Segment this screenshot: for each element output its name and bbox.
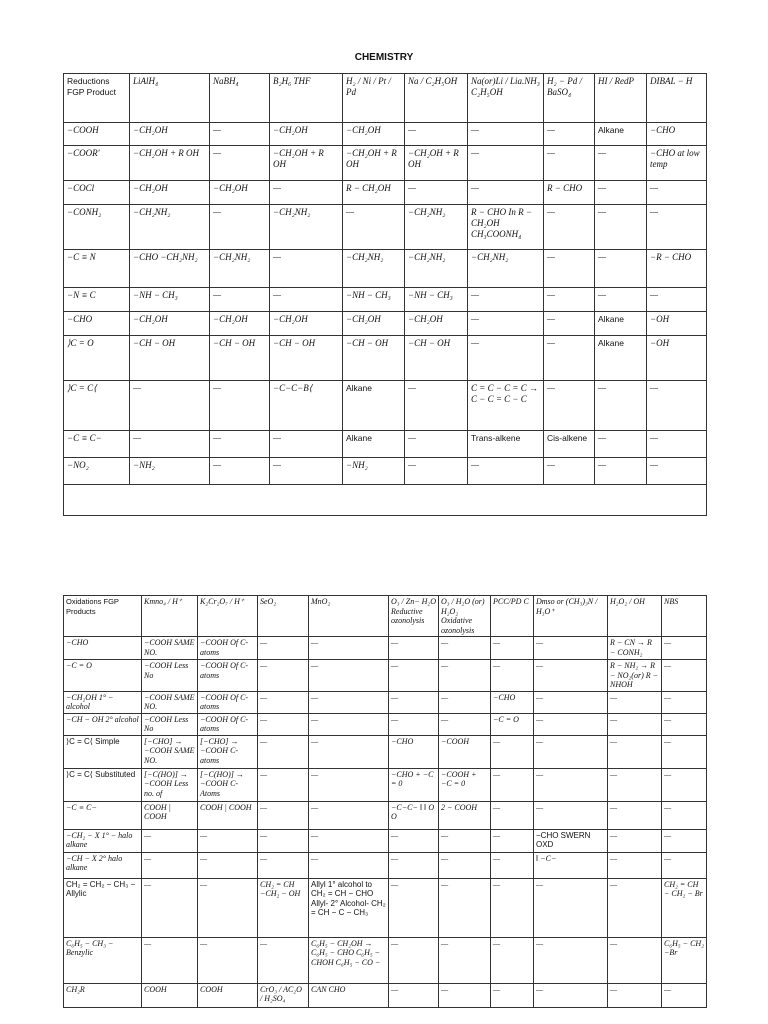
table-cell: — — [491, 801, 534, 829]
table-cell: −COOH SAME NO. — [142, 691, 198, 713]
table-cell: — — [534, 937, 608, 983]
table-cell: — — [258, 852, 309, 878]
row-label-cell: −C ≡ C− — [64, 431, 130, 458]
table-cell: — — [343, 205, 405, 250]
table-cell: −CHO at low temp — [647, 146, 707, 181]
table-cell: C₆H₅ − CH₂ −Br — [662, 937, 707, 983]
table-cell: — — [647, 181, 707, 205]
table-cell: −CH₂NH₂ — [130, 205, 210, 250]
row-label-cell: −CH − X 2° halo alkane — [64, 852, 142, 878]
table-cell: −CH₂OH — [130, 312, 210, 336]
table-cell: — — [439, 660, 491, 692]
table-cell: — — [662, 637, 707, 660]
table-row — [64, 801, 707, 829]
table-cell: — — [389, 637, 439, 660]
table-cell: — — [468, 146, 544, 181]
row-label-cell: −C ≡ N — [64, 250, 130, 288]
table-cell: — — [309, 852, 389, 878]
table-cell: — — [544, 312, 595, 336]
table-cell: −CH₂OH — [130, 181, 210, 205]
table-cell: — — [491, 983, 534, 1007]
table-cell: — — [270, 250, 343, 288]
table-cell: — — [534, 768, 608, 801]
table-cell: — — [198, 937, 258, 983]
table-cell: — — [142, 829, 198, 852]
table-cell: — — [608, 937, 662, 983]
table-cell: −COOH + −C = 0 — [439, 768, 491, 801]
header-cell: Oxidations FGP Products — [64, 596, 142, 637]
table-cell: — — [439, 852, 491, 878]
table-cell: Alkane — [343, 381, 405, 431]
table-cell: — — [468, 312, 544, 336]
table-cell: −NH − CH₃ — [405, 288, 468, 312]
table-cell: — — [608, 691, 662, 713]
table-cell: — — [595, 250, 647, 288]
table-cell: Cis-alkene — [544, 431, 595, 458]
table-cell: — — [608, 768, 662, 801]
page-title: CHEMISTRY — [354, 52, 414, 63]
table-cell: — — [405, 458, 468, 485]
table-cell: — — [608, 735, 662, 768]
table-cell: — — [534, 691, 608, 713]
table-row — [64, 637, 707, 660]
row-label-cell: CH₂R — [64, 983, 142, 1007]
table-row — [64, 878, 707, 937]
table-cell: — — [491, 768, 534, 801]
table-row — [64, 146, 707, 181]
table-cell: — — [142, 937, 198, 983]
table-cell: — — [198, 878, 258, 937]
table-cell: — — [662, 691, 707, 713]
table-cell: — — [405, 381, 468, 431]
table-cell: — — [270, 181, 343, 205]
table-cell: 2 − COOH — [439, 801, 491, 829]
table-cell: — — [389, 829, 439, 852]
table-cell: −CH₂OH + R OH — [405, 146, 468, 181]
table-cell: — — [595, 458, 647, 485]
table-cell: — — [544, 146, 595, 181]
table-row — [64, 852, 707, 878]
row-label-cell: −COCl — [64, 181, 130, 205]
table-cell: — — [491, 637, 534, 660]
table-cell: −OH — [647, 312, 707, 336]
row-label-cell: −COOR' — [64, 146, 130, 181]
table-cell: — — [258, 660, 309, 692]
header-cell: LiAlH₄ — [130, 74, 210, 123]
table-cell: — — [258, 735, 309, 768]
header-cell: H₂ − Pd / BaSO₄ — [544, 74, 595, 123]
header-cell: HI / RedP — [595, 74, 647, 123]
row-label-cell: ⟩C = C⟨ Simple — [64, 735, 142, 768]
table-cell: — — [662, 660, 707, 692]
row-label-cell: CH₂ = CH₂ − CH₃ − Allylic — [64, 878, 142, 937]
table-cell: −COOH Less No — [142, 660, 198, 692]
header-cell: K₂Cr₂O₇ / H⁺ — [198, 596, 258, 637]
header-cell: MnO₂ — [309, 596, 389, 637]
table-cell: — — [258, 801, 309, 829]
table-cell: −NH₂ — [343, 458, 405, 485]
table-cell: — — [662, 768, 707, 801]
table-row — [64, 829, 707, 852]
table-cell: −COOH Of C-atoms — [198, 660, 258, 692]
table-cell: — — [258, 829, 309, 852]
table-cell: −CHO — [389, 735, 439, 768]
table-cell: — — [662, 829, 707, 852]
table-cell: — — [544, 288, 595, 312]
table-row — [64, 250, 707, 288]
table-cell: — — [544, 205, 595, 250]
table-cell: −CHO — [647, 123, 707, 146]
table-cell: −C−C− ‖ ‖ O O — [389, 801, 439, 829]
table-cell: −R − CHO — [647, 250, 707, 288]
table-cell: — — [389, 713, 439, 735]
table-cell: — — [544, 336, 595, 381]
table-cell: — — [544, 458, 595, 485]
table-cell: — — [647, 288, 707, 312]
table-cell: −CH₂OH — [343, 123, 405, 146]
table-cell: −COOH — [439, 735, 491, 768]
table-cell: Alkane — [595, 123, 647, 146]
table-cell: — — [405, 181, 468, 205]
table-cell: — — [662, 983, 707, 1007]
table-cell: −CHO — [491, 691, 534, 713]
table-cell: — — [595, 146, 647, 181]
table-cell: — — [439, 829, 491, 852]
table-cell: — — [258, 691, 309, 713]
table-row — [64, 381, 707, 431]
table-cell: R − NH₂ → R − NO₂(or) R − NHOH — [608, 660, 662, 692]
table-cell: R − CHO In R − CH₂OH CH₃COONH₄ — [468, 205, 544, 250]
table-cell: −C−C−B⟨ — [270, 381, 343, 431]
table-cell: −NH₂ — [130, 458, 210, 485]
header-row — [64, 596, 707, 637]
table-cell: −CH₂OH — [343, 312, 405, 336]
row-label-cell: −CHO — [64, 637, 142, 660]
table-row — [64, 660, 707, 692]
table-cell: — — [210, 123, 270, 146]
header-cell: DIBAL − H — [647, 74, 707, 123]
table-cell: — — [468, 458, 544, 485]
table-cell: R − CH₂OH — [343, 181, 405, 205]
table-cell: COOH — [142, 983, 198, 1007]
table-cell: −CH₂OH — [405, 312, 468, 336]
table-cell: — — [439, 878, 491, 937]
table-cell: −CH − OH — [270, 336, 343, 381]
table-cell: — — [647, 431, 707, 458]
table-row — [64, 458, 707, 485]
table-cell: Alkane — [595, 336, 647, 381]
table-cell: — — [534, 713, 608, 735]
table-cell: — — [270, 288, 343, 312]
row-label-cell: ⟩C = C⟨ — [64, 381, 130, 431]
table-cell: −CH₂NH₂ — [343, 250, 405, 288]
header-cell: Na(or)Li / Lia.NH₃ C₂H₅OH — [468, 74, 544, 123]
table-cell: — — [389, 937, 439, 983]
table-cell: — — [210, 458, 270, 485]
header-cell: H₂O₂ / OH — [608, 596, 662, 637]
table-cell: — — [258, 637, 309, 660]
table-row — [64, 288, 707, 312]
table-cell: −COOH Of C-atoms — [198, 691, 258, 713]
table-cell: −COOH Of C-atoms — [198, 713, 258, 735]
table-cell: — — [309, 801, 389, 829]
header-cell: SeO₂ — [258, 596, 309, 637]
table-cell: — — [210, 381, 270, 431]
table-cell: — — [258, 937, 309, 983]
table-cell: — — [468, 181, 544, 205]
table-cell: C₆H₅ − CH₂OH → C₆H₅ − CHO C₆H₅ − CHOH C₆H₅ − CO − — [309, 937, 389, 983]
table-cell: Alkane — [343, 431, 405, 458]
table-cell: — — [534, 983, 608, 1007]
header-cell: PCC/PD C — [491, 596, 534, 637]
table-cell: Trans-alkene — [468, 431, 544, 458]
table-cell: — — [608, 829, 662, 852]
table-cell: Allyl 1° alcohol to CH₂ = CH − CHO Allyl- 2° Alcohol- CH₂ = CH − C − CH₃ — [309, 878, 389, 937]
table-row — [64, 431, 707, 458]
table-cell: — — [468, 123, 544, 146]
header-cell: H₂ / Ni / Pt / Pd — [343, 74, 405, 123]
table-cell: [−C(HO)] → −COOH C-Atoms — [198, 768, 258, 801]
table-cell: — — [491, 735, 534, 768]
table-cell: [−C(HO)] → −COOH Less no. of — [142, 768, 198, 801]
table-cell: −CH₂OH + R OH — [130, 146, 210, 181]
table-cell: −COOH Of C-atoms — [198, 637, 258, 660]
table-cell: COOH | COOH — [142, 801, 198, 829]
table-row — [64, 336, 707, 381]
table-cell: — — [491, 829, 534, 852]
table-cell: — — [258, 713, 309, 735]
table-row — [64, 181, 707, 205]
row-label-cell: −CH₂OH 1° − alcohol — [64, 691, 142, 713]
table-row — [64, 312, 707, 336]
header-cell: NaBH₄ — [210, 74, 270, 123]
table-row — [64, 735, 707, 768]
table-cell: — — [534, 637, 608, 660]
table-cell: −NH − CH₃ — [343, 288, 405, 312]
header-cell: O₃ / Zn− H₂O Reductive ozonolysis — [389, 596, 439, 637]
table-cell: −CH₂NH₂ — [468, 250, 544, 288]
table-row — [64, 983, 707, 1007]
table-cell: −CH₂OH — [210, 312, 270, 336]
table-cell: — — [309, 713, 389, 735]
table-cell: ‖ −C− — [534, 852, 608, 878]
table-cell: — — [544, 123, 595, 146]
table-cell: — — [309, 637, 389, 660]
table-cell: — — [544, 381, 595, 431]
table-cell: −CH₂NH₂ — [210, 250, 270, 288]
table-cell: — — [439, 983, 491, 1007]
blank-row — [64, 485, 707, 516]
table-cell: −CH₂OH — [210, 181, 270, 205]
reductions-table — [63, 73, 707, 516]
table-cell: COOH | COOH — [198, 801, 258, 829]
table-cell: — — [491, 660, 534, 692]
row-label-cell: −C ≡ C− — [64, 801, 142, 829]
table-cell: −OH — [647, 336, 707, 381]
table-cell: — — [595, 205, 647, 250]
table-cell: — — [534, 735, 608, 768]
table-cell: — — [534, 801, 608, 829]
table-cell: −CHO −CH₂NH₂ — [130, 250, 210, 288]
table-cell: — — [534, 660, 608, 692]
table-cell: −CH − OH — [210, 336, 270, 381]
table-cell: — — [439, 937, 491, 983]
row-label-cell: −C = O — [64, 660, 142, 692]
table-cell: −CH₂OH + R OH — [270, 146, 343, 181]
table-cell: −CH − OH — [343, 336, 405, 381]
header-cell: B₂H₆ THF — [270, 74, 343, 123]
table-row — [64, 937, 707, 983]
table-cell: CH₂ = CH −CH₂ − OH — [258, 878, 309, 937]
table-cell: — — [270, 431, 343, 458]
table-cell: — — [439, 713, 491, 735]
table-cell: — — [210, 431, 270, 458]
table-cell: — — [595, 181, 647, 205]
header-cell: Kmno₄ / H⁺ — [142, 596, 198, 637]
table-cell: CH₂ = CH − CH₂ − Br — [662, 878, 707, 937]
table-cell: Alkane — [595, 312, 647, 336]
table-cell: — — [405, 123, 468, 146]
table-cell: — — [389, 878, 439, 937]
table-cell: — — [662, 735, 707, 768]
table-cell: — — [130, 381, 210, 431]
table-cell: — — [142, 852, 198, 878]
row-label-cell: −N ≡ C — [64, 288, 130, 312]
table-cell: — — [595, 431, 647, 458]
table-cell: — — [309, 829, 389, 852]
table-cell: — — [491, 878, 534, 937]
table-cell: — — [405, 431, 468, 458]
table-cell: [−CHO] → −COOH C-atoms — [198, 735, 258, 768]
table-cell: — — [198, 852, 258, 878]
table-cell: — — [210, 288, 270, 312]
table-cell: — — [309, 768, 389, 801]
table-cell: — — [389, 983, 439, 1007]
blank-cell — [64, 485, 707, 516]
table-cell: — — [544, 250, 595, 288]
table-cell: −CH − OH — [405, 336, 468, 381]
table-cell: — — [647, 205, 707, 250]
row-label-cell: ⟩C = C⟨ Substituted — [64, 768, 142, 801]
table-row — [64, 768, 707, 801]
table-row — [64, 123, 707, 146]
header-cell: Dmso or (CH₃)₃N / H₃O⁺ — [534, 596, 608, 637]
header-cell: NBS — [662, 596, 707, 637]
table-cell: −CHO + −C = 0 — [389, 768, 439, 801]
table-cell: — — [439, 691, 491, 713]
table-cell: — — [662, 852, 707, 878]
table-cell: — — [439, 637, 491, 660]
row-label-cell: −NO₂ — [64, 458, 130, 485]
table-cell: — — [210, 205, 270, 250]
table-cell: — — [142, 878, 198, 937]
table-cell: −CH₂OH — [270, 123, 343, 146]
table-cell: −C = O — [491, 713, 534, 735]
header-row — [64, 74, 707, 123]
row-label-cell: ⟩C = O — [64, 336, 130, 381]
table-cell: −NH − CH₃ — [130, 288, 210, 312]
table-cell: — — [468, 336, 544, 381]
table-cell: −COOH SAME NO. — [142, 637, 198, 660]
row-label-cell: −CH₂ − X 1° − halo alkane — [64, 829, 142, 852]
table-cell: — — [534, 878, 608, 937]
table-row — [64, 205, 707, 250]
table-cell: −CH₂NH₂ — [405, 250, 468, 288]
header-cell: O₃ / H₂O (or) H₂O₂ Oxidative ozonolysis — [439, 596, 491, 637]
table-cell: — — [647, 458, 707, 485]
table-cell: [−CHO] → −COOH SAME NO. — [142, 735, 198, 768]
table-row — [64, 691, 707, 713]
table-cell: — — [608, 713, 662, 735]
table-cell: — — [309, 691, 389, 713]
table-cell: R − CHO — [544, 181, 595, 205]
table-cell: — — [130, 431, 210, 458]
table-cell: −CH − OH — [130, 336, 210, 381]
header-cell: Na / C₂H₅OH — [405, 74, 468, 123]
row-label-cell: C₆H₅ − CH₃ − Benzylic — [64, 937, 142, 983]
table-cell: −CHO SWERN OXD — [534, 829, 608, 852]
table-cell: — — [389, 660, 439, 692]
table-cell: — — [662, 713, 707, 735]
table-cell: — — [468, 288, 544, 312]
table-cell: — — [608, 801, 662, 829]
table-cell: — — [608, 878, 662, 937]
table-cell: — — [270, 458, 343, 485]
row-label-cell: −CH − OH 2° alcohol — [64, 713, 142, 735]
table-cell: — — [608, 983, 662, 1007]
table-cell: — — [198, 829, 258, 852]
header-cell: Reductions FGP Product — [64, 74, 130, 123]
table-cell: — — [595, 381, 647, 431]
table-cell: −CH₂OH — [270, 312, 343, 336]
oxidations-table — [63, 595, 707, 1008]
table-cell: CAN CHO — [309, 983, 389, 1007]
table-cell: −CH₂OH — [130, 123, 210, 146]
table-cell: — — [309, 660, 389, 692]
table-cell: — — [608, 852, 662, 878]
row-label-cell: −CHO — [64, 312, 130, 336]
table-cell: — — [662, 801, 707, 829]
table-cell: COOH — [198, 983, 258, 1007]
table-cell: −COOH Less No — [142, 713, 198, 735]
table-cell: — — [389, 852, 439, 878]
table-cell: −CH₂NH₂ — [270, 205, 343, 250]
row-label-cell: −CONH₂ — [64, 205, 130, 250]
table-cell: — — [309, 735, 389, 768]
table-cell: — — [210, 146, 270, 181]
row-label-cell: −COOH — [64, 123, 130, 146]
table-cell: −CH₂OH + R OH — [343, 146, 405, 181]
table-cell: C = C − C = C → C − C = C − C — [468, 381, 544, 431]
table-cell: — — [595, 288, 647, 312]
table-cell: — — [491, 937, 534, 983]
table-cell: CrO₃ / AC₂O / H₂SO₄ — [258, 983, 309, 1007]
table-cell: — — [647, 381, 707, 431]
table-cell: — — [491, 852, 534, 878]
table-cell: R − CN → R − CONH₂ — [608, 637, 662, 660]
table-cell: −CH₂NH₂ — [405, 205, 468, 250]
table-row — [64, 713, 707, 735]
table-cell: — — [258, 768, 309, 801]
table-cell: — — [389, 691, 439, 713]
